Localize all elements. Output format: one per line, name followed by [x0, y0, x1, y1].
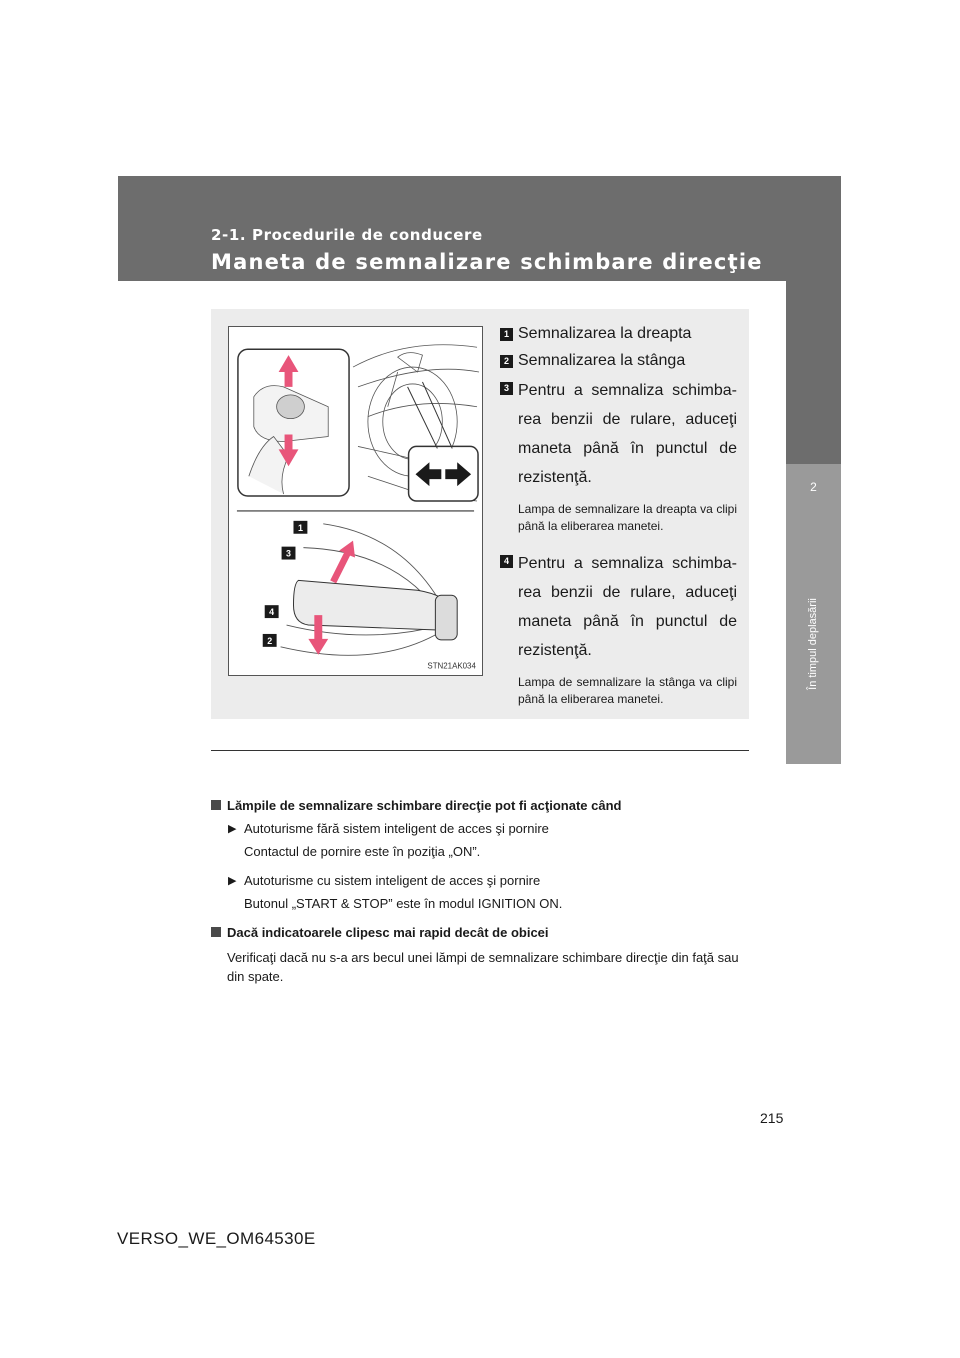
item-text: Semnalizarea la dreapta [518, 325, 692, 342]
list-item [500, 376, 737, 492]
note-heading [211, 925, 756, 940]
pointer-line [408, 387, 438, 449]
callout-2: 2 [267, 635, 273, 646]
callout-4: 4 [269, 607, 275, 618]
callout-1: 1 [297, 522, 303, 533]
item-note: Lampa de semnalizare la dreapta va clipi până la eliberarea manetei. [518, 502, 737, 533]
note-bullet [211, 873, 756, 888]
lever-illustration [228, 326, 483, 676]
bullet-detail: Butonul „START & STOP” este în modul IGNITION ON. [244, 896, 563, 911]
item-number: 1 [500, 328, 513, 341]
item-note: Lampa de semnalizare la stânga va clipi până la eliberarea manetei. [518, 675, 737, 706]
bullet-text: Autoturisme cu sistem inteligent de acces şi pornire [244, 873, 541, 888]
note-heading-text: Lămpile de semnalizare schimbare direcţie pot fi acţionate când [227, 798, 622, 813]
callout-3: 3 [286, 548, 292, 559]
item-number: 4 [500, 555, 513, 568]
divider [211, 750, 749, 751]
chapter-label: În timpul deplasării [807, 598, 819, 690]
item-text: Pentru a semnaliza schimba-rea benzii de rulare, aduceţi maneta până în punctul de rezistenţă. [518, 555, 737, 659]
item-number: 3 [500, 382, 513, 395]
chapter-tab [786, 524, 841, 764]
triangle-right-icon: ▶ [228, 875, 237, 887]
page-number: 215 [760, 1110, 784, 1126]
note-heading [211, 798, 756, 813]
item-number: 2 [500, 355, 513, 368]
note-bullet [211, 821, 756, 836]
page-header [118, 176, 841, 281]
chapter-number: 2 [786, 464, 841, 524]
list-item [500, 322, 737, 346]
item-text: Pentru a semnaliza schimba-rea benzii de rulare, aduceţi maneta până în punctul de rezistenţă. [518, 382, 737, 486]
bullet-text: Autoturisme fără sistem inteligent de acces şi pornire [244, 821, 549, 836]
page-title: Maneta de semnalizare schimbare direcţie [211, 250, 763, 274]
side-tab-top [786, 281, 841, 464]
notes-section [211, 798, 756, 986]
square-bullet-icon [211, 927, 221, 937]
item-list [500, 322, 737, 722]
list-item [500, 349, 737, 373]
triangle-right-icon: ▶ [228, 823, 237, 835]
square-bullet-icon [211, 800, 221, 810]
section-heading: 2-1. Procedurile de conducere [211, 226, 483, 244]
figure-code: STN21AK034 [427, 661, 476, 671]
bullet-detail: Contactul de pornire este în poziţia „ON”. [244, 844, 481, 859]
note-paragraph: Verificaţi dacă nu s-a ars becul unei lămpi de semnalizare schimbare direcţie din faţă sau din spate. [227, 950, 739, 984]
item-text: Semnalizarea la stânga [518, 352, 686, 369]
lever-drawing [229, 327, 482, 675]
note-heading-text: Dacă indicatoarele clipesc mai rapid decât de obicei [227, 925, 549, 940]
footer-code: VERSO_WE_OM64530E [117, 1229, 316, 1248]
list-item [500, 549, 737, 665]
